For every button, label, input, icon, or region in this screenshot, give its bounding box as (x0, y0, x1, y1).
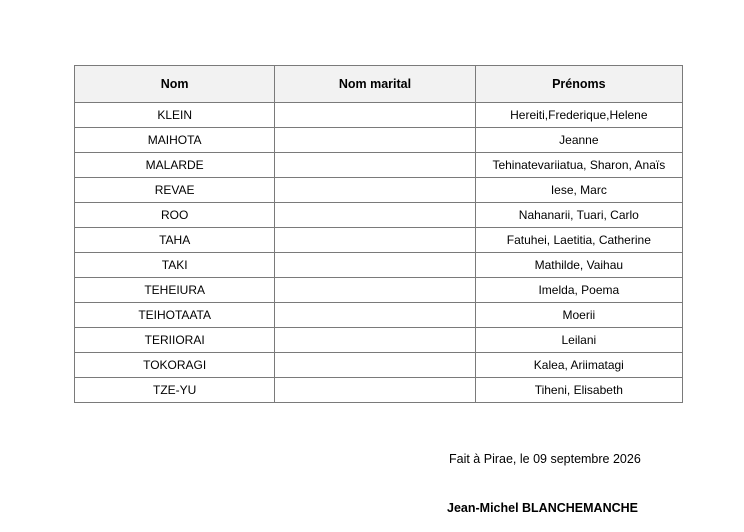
names-table (74, 65, 683, 403)
cell-prenoms: Imelda, Poema (475, 278, 682, 303)
header-nom-marital: Nom marital (275, 66, 475, 103)
cell-nom: TERIIORAI (75, 328, 275, 353)
cell-nom-marital (275, 128, 475, 153)
place-date-line: Fait à Pirae, le 09 septembre 2026 (449, 452, 641, 466)
header-nom: Nom (75, 66, 275, 103)
table-row (75, 328, 683, 353)
table-row (75, 353, 683, 378)
cell-nom: TOKORAGI (75, 353, 275, 378)
signatory-name: Jean-Michel BLANCHEMANCHE (447, 501, 638, 515)
table-row (75, 103, 683, 128)
cell-prenoms: Fatuhei, Laetitia, Catherine (475, 228, 682, 253)
cell-nom-marital (275, 353, 475, 378)
cell-nom-marital (275, 328, 475, 353)
cell-prenoms: Tiheni, Elisabeth (475, 378, 682, 403)
table-row (75, 153, 683, 178)
cell-nom-marital (275, 378, 475, 403)
cell-prenoms: Nahanarii, Tuari, Carlo (475, 203, 682, 228)
table-row (75, 228, 683, 253)
cell-nom-marital (275, 228, 475, 253)
cell-nom: KLEIN (75, 103, 275, 128)
cell-nom: TAHA (75, 228, 275, 253)
cell-prenoms: Kalea, Ariimatagi (475, 353, 682, 378)
cell-prenoms: Iese, Marc (475, 178, 682, 203)
cell-nom: REVAE (75, 178, 275, 203)
cell-prenoms: Jeanne (475, 128, 682, 153)
cell-nom-marital (275, 153, 475, 178)
cell-nom-marital (275, 303, 475, 328)
cell-prenoms: Moerii (475, 303, 682, 328)
cell-nom-marital (275, 178, 475, 203)
cell-nom: TEIHOTAATA (75, 303, 275, 328)
cell-prenoms: Mathilde, Vaihau (475, 253, 682, 278)
cell-nom-marital (275, 278, 475, 303)
cell-nom: TEHEIURA (75, 278, 275, 303)
cell-prenoms: Hereiti,Frederique,Helene (475, 103, 682, 128)
cell-nom: ROO (75, 203, 275, 228)
table-row (75, 203, 683, 228)
table-header-row (75, 66, 683, 103)
cell-nom: TAKI (75, 253, 275, 278)
table-row (75, 378, 683, 403)
cell-nom-marital (275, 203, 475, 228)
table-row (75, 128, 683, 153)
cell-prenoms: Leilani (475, 328, 682, 353)
cell-prenoms: Tehinatevariiatua, Sharon, Anaïs (475, 153, 682, 178)
table-body (75, 103, 683, 403)
cell-nom-marital (275, 103, 475, 128)
header-prenoms: Prénoms (475, 66, 682, 103)
table-row (75, 303, 683, 328)
cell-nom: MALARDE (75, 153, 275, 178)
table-row (75, 278, 683, 303)
cell-nom-marital (275, 253, 475, 278)
cell-nom: MAIHOTA (75, 128, 275, 153)
cell-nom: TZE-YU (75, 378, 275, 403)
table-row (75, 253, 683, 278)
table-row (75, 178, 683, 203)
